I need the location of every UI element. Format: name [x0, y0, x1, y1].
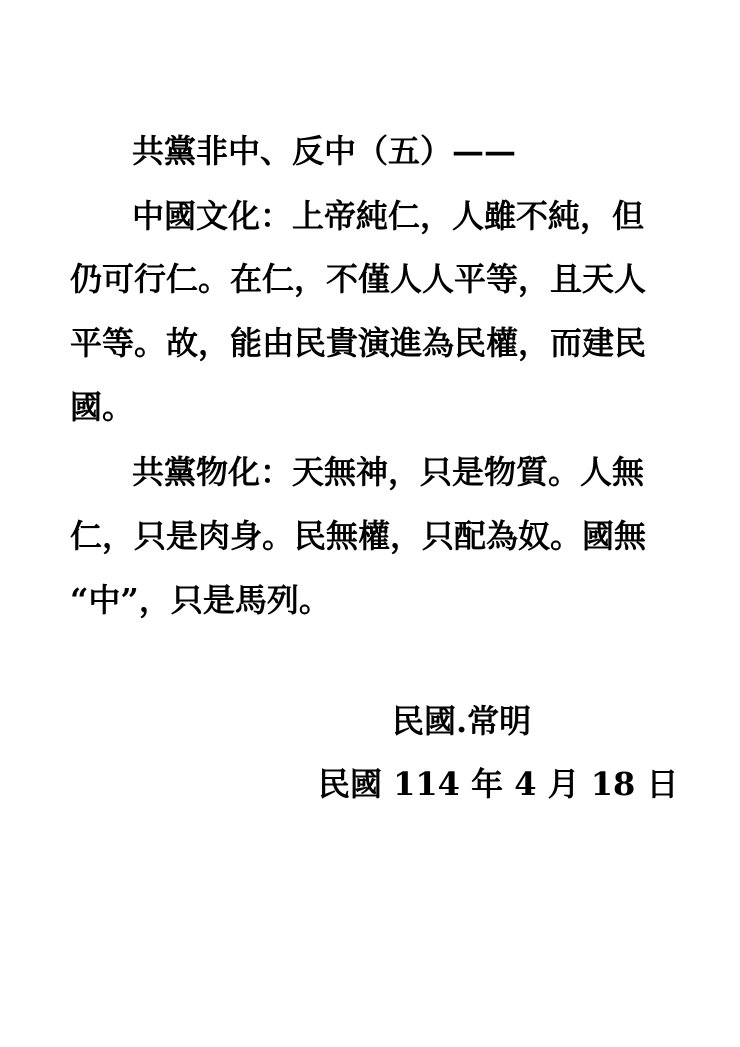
paragraph-2-line-3: “中”，只是馬列。: [70, 581, 331, 619]
paragraph-1-line-3: 平等。故，能由民貴演進為民權，而建民: [70, 324, 647, 362]
author-signature: 民國.常明: [392, 702, 532, 740]
paragraph-1-line-2: 仍可行仁。在仁，不僅人人平等，且天人: [70, 260, 647, 298]
article-heading: 共黨非中、反中（五）——: [132, 132, 517, 170]
paragraph-2-line-2: 仁，只是肉身。民無權，只配為奴。國無: [70, 517, 647, 555]
paragraph-2-line-1: 共黨物化：天無神，只是物質。人無: [132, 453, 645, 491]
publication-date: 民國 114 年 4 月 18 日: [318, 765, 679, 803]
paragraph-1-line-1: 中國文化：上帝純仁，人雖不純，但: [132, 197, 645, 235]
paragraph-1-line-4: 國。: [70, 388, 135, 426]
